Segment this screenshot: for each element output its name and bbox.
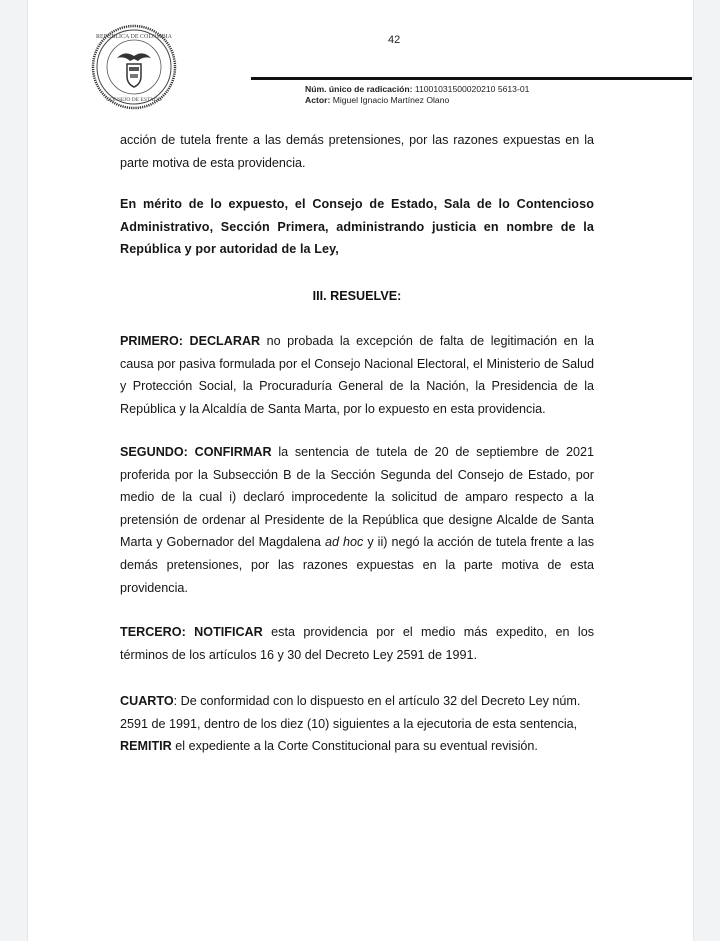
tercero-label: TERCERO: NOTIFICAR (120, 625, 263, 639)
paragraph-primero (120, 330, 594, 420)
section-heading: III. RESUELVE: (312, 289, 402, 303)
case-header (305, 84, 529, 106)
segundo-text-a: la sentencia de tutela de 20 de septiembre de 2021 proferida por la Subsección B de la Sección Segunda del Consejo de Estado, por medio de la cual i) declaró improcedente la solicitud de amparo respecto a la pretensión de ordenar al Presidente de la República que designe Alcalde de Santa Marta y Gobernador del Magdalena (120, 445, 594, 550)
tercero-text: esta providencia por el medio más expedito, en los términos de los artículos 16 y 30 del Decreto Ley 2591 de 1991. (120, 625, 594, 662)
primero-label: PRIMERO: DECLARAR (120, 334, 261, 348)
actor-label: Actor: (305, 95, 331, 105)
remitir-label: REMITIR (120, 739, 172, 754)
actor-value: Miguel Ignacio Martínez Olano (332, 95, 450, 105)
paragraph-merito-text: En mérito de lo expuesto, el Consejo de Estado, Sala de lo Contencioso Administrativo, Sección Primera, administrando justicia en nombre de la República y por autoridad de la Ley, (120, 197, 594, 257)
segundo-label: SEGUNDO: CONFIRMAR (120, 445, 272, 459)
paragraph-continuation-text: acción de tutela frente a las demás pretensiones, por las razones expuestas en la parte motiva de esta providencia. (120, 133, 594, 170)
primero-text: no probada la excepción de falta de legitimación en la causa por pasiva formulada por el Consejo Nacional Electoral, el Ministerio de Salud y Protección Social, la Procuraduría General de la Nación, la Presidencia de la República y la Alcaldía de Santa Marta, por lo expuesto en esta providencia. (120, 334, 594, 416)
segundo-italic: ad hoc (324, 535, 364, 550)
actor-line (305, 95, 529, 106)
page-number: 42 (388, 34, 401, 46)
paragraph-tercero (120, 621, 594, 666)
paragraph-segundo (120, 441, 594, 599)
cuarto-label: CUARTO (120, 694, 174, 708)
remitir-text: el expediente a la Corte Constitucional para su eventual revisión. (171, 739, 538, 754)
paragraph-continuation (120, 129, 594, 174)
seal-top-text: REPÚBLICA DE COLOMBIA (95, 34, 173, 40)
radicacion-value: 11001031500020210 5613-01 (414, 84, 530, 94)
seal-bottom-text: CONSEJO DE ESTADO (106, 97, 162, 103)
radicacion-label: Núm. único de radicación: (305, 84, 413, 94)
header-divider (251, 77, 692, 80)
paragraph-merito (120, 193, 594, 261)
segundo-text-b: y ii) negó la acción de tutela frente a las demás pretensiones, por las razones expuestas en la parte motiva de esta providencia. (120, 535, 595, 595)
paragraph-cuarto (120, 690, 594, 758)
cuarto-text: : De conformidad con lo dispuesto en el artículo 32 del Decreto Ley núm. 2591 de 1991, dentro de los diez (10) siguientes a la ejecutoria de esta sentencia, (120, 694, 581, 731)
consejo-de-estado-seal-icon (91, 24, 177, 110)
radicacion-line (305, 84, 529, 95)
